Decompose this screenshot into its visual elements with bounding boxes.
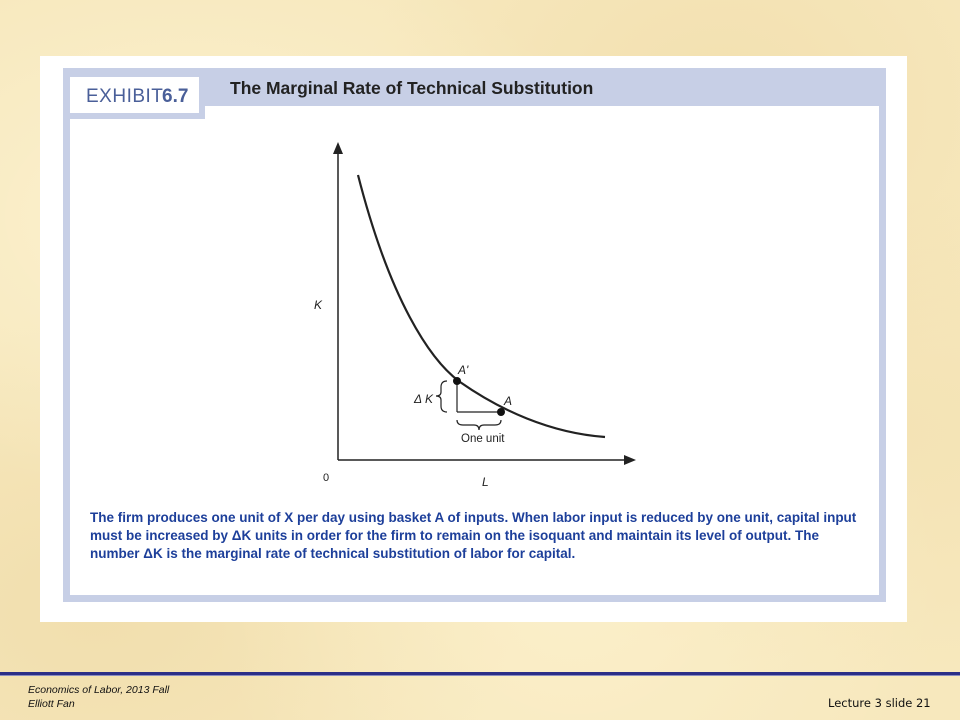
slide-number: Lecture 3 slide 21 <box>828 696 931 710</box>
exhibit-word: EXHIBIT <box>86 86 164 107</box>
exhibit-number: 6.7 <box>162 86 189 107</box>
x-axis-label: L <box>482 475 489 489</box>
point-a-label: A <box>504 394 513 408</box>
point-a-dot <box>497 408 505 416</box>
y-axis-arrow <box>333 142 343 154</box>
footer-rule-shadow <box>0 675 960 676</box>
x-axis-arrow <box>624 455 636 465</box>
origin-label: 0 <box>323 472 330 484</box>
exhibit-caption: The firm produces one unit of X per day using basket A of inputs. When labor input is reduced by one unit, capital input must be increased by ΔK units in order for the firm to remain on the isoquant and maintain its level of output. The number ΔK is the marginal rate of technical substitution of labor for capital. <box>90 510 857 561</box>
point-a-prime-label: A' <box>458 363 469 377</box>
footer-author: Elliott Fan <box>28 698 75 710</box>
isoquant-curve <box>358 175 605 437</box>
point-a-prime-dot <box>453 377 461 385</box>
one-unit-label: One unit <box>461 433 505 445</box>
delta-k-brace <box>436 381 447 412</box>
footer-course: Economics of Labor, 2013 Fall <box>28 684 170 696</box>
one-unit-brace <box>457 420 501 430</box>
delta-k-label: Δ K <box>414 392 433 406</box>
y-axis-label: K <box>314 298 323 312</box>
exhibit-title: The Marginal Rate of Technical Substitution <box>230 78 594 98</box>
